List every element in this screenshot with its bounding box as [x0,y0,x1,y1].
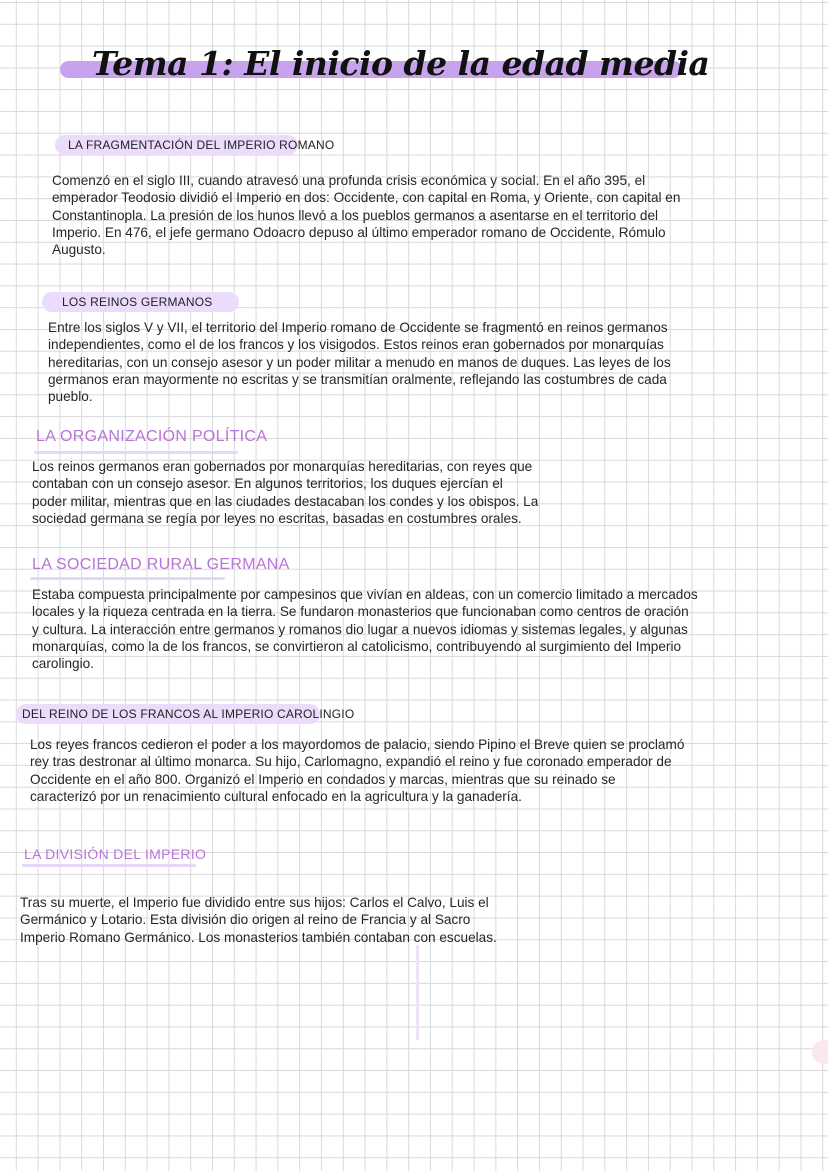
text-line: carolingio. [32,656,94,672]
text-line: caracterizó por un renacimiento cultural enfocado en la agricultura y la ganadería. [30,788,522,804]
section-paragraph [32,458,538,527]
text-line: Entre los siglos V y VII, el territorio del Imperio romano de Occidente se fragmentó en reinos germanos [48,320,668,335]
text-line: Estaba compuesta principalmente por campesinos que vivían en aldeas, con un comercio limitado a mercados [32,587,698,602]
text-line: Los reinos germanos eran gobernados por monarquías hereditarias, con reyes que [32,459,533,474]
heading-underline [22,864,196,867]
section-paragraph [20,894,497,946]
text-line: rey tras destronar al último monarca. Su hijo, Carlomagno, expandió el reino y fue coronado emperador de [30,754,672,770]
decorative-blob [812,1040,828,1064]
text-line: Augusto. [52,242,106,258]
text-line: Imperio. En 476, el jefe germano Odoacro depuso al último emperador romano de Occidente, Rómulo [52,224,666,240]
text-line: germanos eran mayormente no escritas y se transmitían oralmente, reflejando las costumbres de cada [48,371,667,387]
section-paragraph [52,172,680,258]
page-title: Tema 1: El inicio de la edad media [92,44,710,83]
heading-underline [30,577,225,580]
text-line: Tras su muerte, el Imperio fue dividido entre sus hijos: Carlos el Calvo, Luis el [20,895,489,910]
text-line: Imperio Romano Germánico. Los monasterios también contaban con escuelas. [20,929,497,945]
text-line: sociedad germana se regía por leyes no escritas, basadas en costumbres orales. [32,510,522,526]
text-line: pueblo. [48,389,93,405]
text-line: locales y la riqueza centrada en la tierra. Se fundaron monasterios que funcionaban como centros de oración [32,604,689,620]
text-line: contaban con un consejo asesor. En algunos territorios, los duques ejercían el [32,476,503,492]
text-line: emperador Teodosio dividió el Imperio en dos: Occidente, con capital en Roma, y Oriente, con capital en [52,190,681,206]
text-line: Comenzó en el siglo III, cuando atravesó una profunda crisis económica y social. En el año 395, el [52,173,646,188]
text-line: independientes, como el de los francos y los visigodos. Estos reinos eran gobernados por monarquías [48,337,664,353]
section-heading: LA DIVISIÓN DEL IMPERIO [24,846,207,862]
text-line: Los reyes francos cedieron el poder a los mayordomos de palacio, siendo Pipino el Breve quien se proclamó [30,737,685,752]
section-heading: LOS REINOS GERMANOS [62,295,213,309]
text-line: monarquías, como la de los francos, se convirtieron al catolicismo, contribuyendo al surgimiento del Imperio [32,638,682,654]
section-heading: LA SOCIEDAD RURAL GERMANA [32,556,290,573]
section-paragraph [48,319,671,405]
section-paragraph [30,736,684,805]
text-line: Constantinopla. La presión de los hunos llevó a los pueblos germanos a asentarse en el territorio del [52,207,659,223]
decorative-stroke [416,945,419,1040]
heading-underline [34,451,238,454]
section-heading: LA ORGANIZACIÓN POLÍTICA [36,428,268,445]
text-line: Germánico y Lotario. Esta división dio origen al reino de Francia y al Sacro [20,912,471,928]
text-line: y cultura. La interacción entre germanos y romanos dio lugar a nuevos idiomas y sistemas legales, y algunas [32,621,688,637]
text-line: poder militar, mientras que en las ciudades destacaban los condes y los obispos. La [32,493,539,509]
text-line: Occidente en el año 800. Organizó el Imperio en condados y marcas, mientras que su reinado se [30,771,616,787]
section-paragraph [32,586,698,672]
section-heading: DEL REINO DE LOS FRANCOS AL IMPERIO CAROLINGIO [22,707,355,721]
section-heading: LA FRAGMENTACIÓN DEL IMPERIO ROMANO [68,138,335,152]
text-line: hereditarias, con un consejo asesor y un poder militar a menudo en manos de duques. Las leyes de los [48,354,671,370]
